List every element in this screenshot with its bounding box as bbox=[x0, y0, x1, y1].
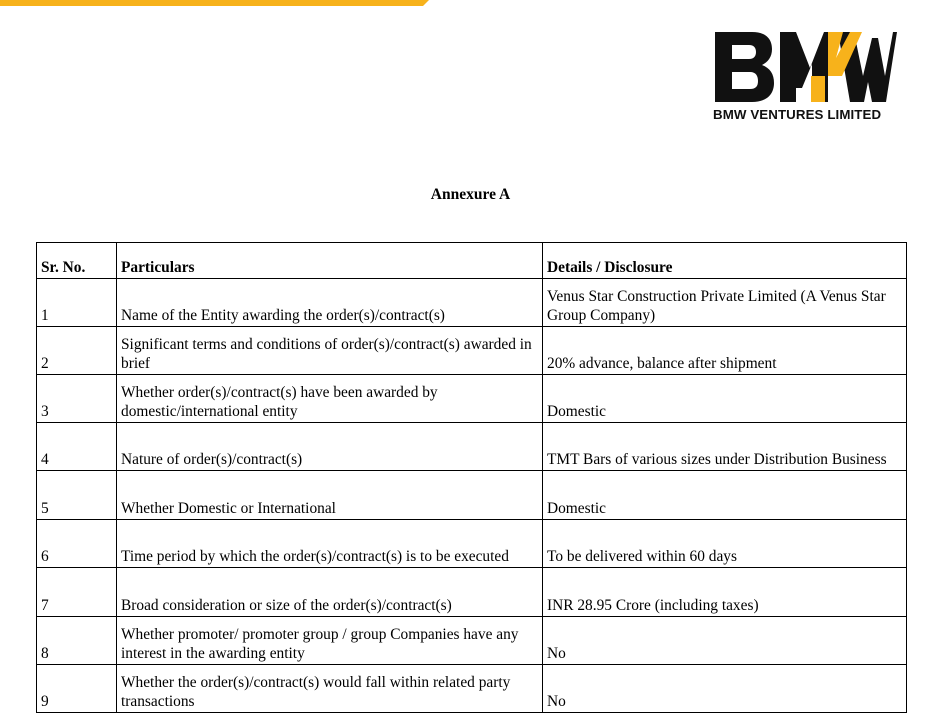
cell-particular: Name of the Entity awarding the order(s)/contract(s) bbox=[117, 279, 543, 327]
table-row bbox=[37, 520, 907, 568]
cell-particular: Nature of order(s)/contract(s) bbox=[117, 423, 543, 471]
disclosure-table bbox=[36, 242, 907, 713]
header-particulars: Particulars bbox=[117, 243, 543, 279]
table-row bbox=[37, 279, 907, 327]
cell-sr-no: 2 bbox=[37, 327, 117, 375]
header-sr-no: Sr. No. bbox=[37, 243, 117, 279]
cell-detail: To be delivered within 60 days bbox=[543, 520, 907, 568]
cell-detail: Domestic bbox=[543, 471, 907, 520]
cell-detail: Domestic bbox=[543, 375, 907, 423]
cell-particular: Time period by which the order(s)/contract(s) is to be executed bbox=[117, 520, 543, 568]
cell-sr-no: 1 bbox=[37, 279, 117, 327]
table-row bbox=[37, 327, 907, 375]
annexure-title: Annexure A bbox=[430, 186, 511, 203]
table-header-row bbox=[37, 243, 907, 279]
cell-particular: Whether order(s)/contract(s) have been awarded by domestic/international entity bbox=[117, 375, 543, 423]
cell-particular: Whether Domestic or International bbox=[117, 471, 543, 520]
cell-particular: Whether the order(s)/contract(s) would fall within related party transactions bbox=[117, 665, 543, 713]
table-row bbox=[37, 568, 907, 617]
header-details: Details / Disclosure bbox=[543, 243, 907, 279]
cell-detail: No bbox=[543, 617, 907, 665]
cell-particular: Whether promoter/ promoter group / group Companies have any interest in the awarding entity bbox=[117, 617, 543, 665]
company-name: BMW VENTURES LIMITED bbox=[713, 107, 882, 122]
cell-sr-no: 7 bbox=[37, 568, 117, 617]
cell-particular: Broad consideration or size of the order(s)/contract(s) bbox=[117, 568, 543, 617]
cell-sr-no: 5 bbox=[37, 471, 117, 520]
company-logo bbox=[712, 28, 898, 124]
table-row bbox=[37, 665, 907, 713]
cell-detail: TMT Bars of various sizes under Distribution Business bbox=[543, 423, 907, 471]
top-accent-bar bbox=[0, 0, 429, 6]
cell-sr-no: 3 bbox=[37, 375, 117, 423]
cell-sr-no: 9 bbox=[37, 665, 117, 713]
cell-detail: No bbox=[543, 665, 907, 713]
cell-detail: Venus Star Construction Private Limited (A Venus Star Group Company) bbox=[543, 279, 907, 327]
table-row bbox=[37, 423, 907, 471]
bmw-logo-mark bbox=[712, 28, 898, 106]
cell-sr-no: 4 bbox=[37, 423, 117, 471]
table-row bbox=[37, 471, 907, 520]
cell-detail: INR 28.95 Crore (including taxes) bbox=[543, 568, 907, 617]
cell-detail: 20% advance, balance after shipment bbox=[543, 327, 907, 375]
cell-sr-no: 6 bbox=[37, 520, 117, 568]
table-row bbox=[37, 375, 907, 423]
table-row bbox=[37, 617, 907, 665]
cell-sr-no: 8 bbox=[37, 617, 117, 665]
cell-particular: Significant terms and conditions of order(s)/contract(s) awarded in brief bbox=[117, 327, 543, 375]
